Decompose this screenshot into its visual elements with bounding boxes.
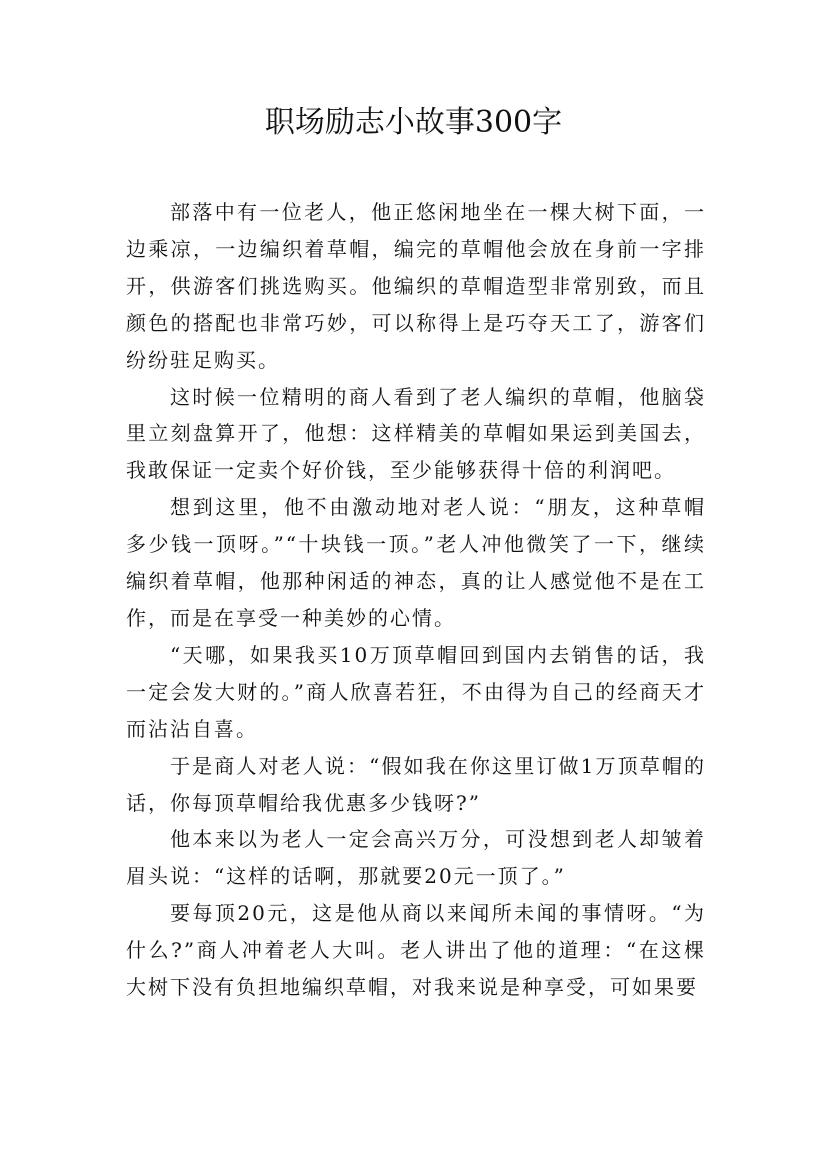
document-body — [126, 194, 706, 1006]
paragraph: 要每顶20元，这是他从商以来闻所未闻的事情呀。“为什么?”商人冲着老人大叫。老人讲出了他的道理：“在这棵大树下没有负担地编织草帽，对我来说是种享受，可如果要 — [126, 901, 706, 1000]
paragraph: 这时候一位精明的商人看到了老人编织的草帽，他脑袋里立刻盘算开了，他想：这样精美的草帽如果运到美国去，我敢保证一定卖个好价钱，至少能够获得十倍的利润吧。 — [126, 384, 706, 483]
paragraph: 于是商人对老人说：“假如我在你这里订做1万顶草帽的话，你每顶草帽给我优惠多少钱呀?” — [126, 753, 706, 815]
paragraph: 他本来以为老人一定会高兴万分，可没想到老人却皱着眉头说：“这样的话啊，那就要20元一顶了。” — [126, 827, 706, 889]
paragraph: 想到这里，他不由激动地对老人说：“朋友，这种草帽多少钱一顶呀。”“十块钱一顶。”老人冲他微笑了一下，继续编织着草帽，他那种闲适的神态，真的让人感觉他不是在工作，而是在享受一种美妙的心情。 — [126, 495, 706, 630]
paragraph: “天哪，如果我买10万顶草帽回到国内去销售的话，我一定会发大财的。”商人欣喜若狂，不由得为自己的经商天才而沾沾自喜。 — [126, 642, 706, 741]
paragraph: 部落中有一位老人，他正悠闲地坐在一棵大树下面，一边乘凉，一边编织着草帽，编完的草帽他会放在身前一字排开，供游客们挑选购买。他编织的草帽造型非常别致，而且颜色的搭配也非常巧妙，可以称得上是巧夺天工了，游客们纷纷驻足购买。 — [126, 200, 706, 372]
document-title: 职场励志小故事300字 — [264, 105, 563, 140]
